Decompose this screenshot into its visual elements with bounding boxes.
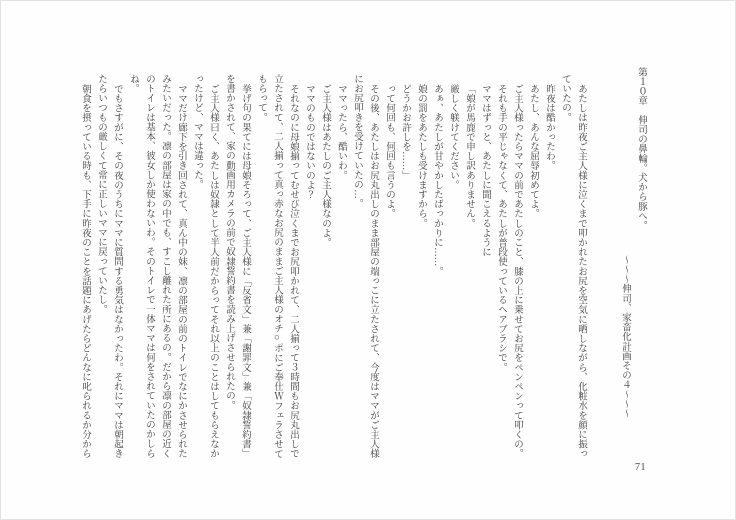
- text-line: って何回も、何回も言うのよ。: [384, 84, 394, 219]
- text-line: ご主人様曰く、あたしは奴隷として半人前だからってそれ以上のことはしてもらえなか: [208, 84, 218, 459]
- text-line: ママったら、酷いわ。: [336, 84, 346, 180]
- text-line: たらいつもの厳しくて常に正しいママに戻っていたし。: [96, 74, 106, 314]
- chapter-subtitle: ～～～伸司、家畜化計画その４～～～: [620, 255, 630, 419]
- text-line: それなのに母娘揃ってむせび泣くまでお尻叩かれて、二人揃って３時間もお尻丸出しで: [288, 84, 298, 459]
- text-line: 娘の罰をあたしも受けますから。: [416, 84, 426, 228]
- text-line: を書かされて、家の動画用カメラの前で奴隷誓約書を読み上げさせられたの。: [224, 74, 234, 410]
- text-line: あぁ、あたしが甘やかしたばっかりに……。: [432, 84, 442, 276]
- text-line: 「娘が馬鹿で申し訳ありません。: [464, 84, 474, 228]
- body-text: [77, 67, 589, 469]
- text-line: ね。: [128, 74, 138, 94]
- text-line: それも手の平じゃなくて、あたしが普段使っているヘアブラシで。: [496, 84, 506, 372]
- page-text: [77, 67, 649, 469]
- text-line: ママのものではないのよ？: [304, 84, 314, 200]
- text-line: みたいだった。凛の部屋は家の中でも、すこし離れた所にあるの。だから凛の部屋の近く: [160, 74, 170, 458]
- text-line: その後、あたしはお尻丸出しのまま部屋の端っこに立たされて、今度はママがご主人様: [368, 84, 378, 459]
- text-line: ママはずっと、あたしに聞こえるように: [480, 84, 490, 257]
- text-line: 立たされて、二人揃って真っ赤なお尻のままご主人様のオチ○ポにご奉仕Ｗフェラさせて: [272, 74, 282, 459]
- text-line: ていたの。: [560, 74, 570, 122]
- text-line: どうかお許しを……」: [400, 84, 410, 180]
- text-line: 挙げ句の果てには母娘そろって、ご主人様に「反省文」兼「謝罪文」兼「奴隷誓約書」: [240, 84, 250, 459]
- text-line: もらって。: [256, 74, 266, 122]
- text-line: にお尻叩きを受けていたの…。: [352, 74, 362, 209]
- text-line: ったけど、ママは違った。: [192, 74, 202, 190]
- chapter-title: 第１０章 伸司の鼻輪。犬から豚へ。: [636, 67, 646, 231]
- text-line: のトイレは基本、彼女しか使わないわ。そのトイレで一体ママは何をされていたのかしら: [144, 74, 154, 458]
- text-line: 昨夜は酷かったわ。: [544, 84, 554, 171]
- text-line: 朝食を摂っている時も、下手に昨夜のことを話題にあげたらどんなに叱られるか分から: [80, 84, 90, 459]
- text-line: あたし、あんな屈辱初めてよ。: [528, 84, 538, 219]
- text-line: あたしは昨夜ご主人様に泣くまで叩かれたお尻を空気に晒しながら、化粧水を顔に振っ: [576, 84, 586, 459]
- text-line: ママだけ廊下を引き回されて、真ん中の妹、凛の部屋の前のトイレでなにかさせられた: [176, 84, 186, 459]
- page-number: 71: [635, 462, 646, 473]
- text-line: ご主人様ったらママの前であたしのこと、膝の上に乗せてお尻をペンペンって叩くの。: [512, 84, 522, 459]
- text-line: でもさすがに、その夜のうちにママに質問する勇気はなかったわ。それにママは朝起き: [112, 84, 122, 459]
- text-line: 厳しく躾けてください。: [448, 84, 458, 190]
- text-line: ご主人様はあたしのご主人様なのよ。: [320, 84, 330, 248]
